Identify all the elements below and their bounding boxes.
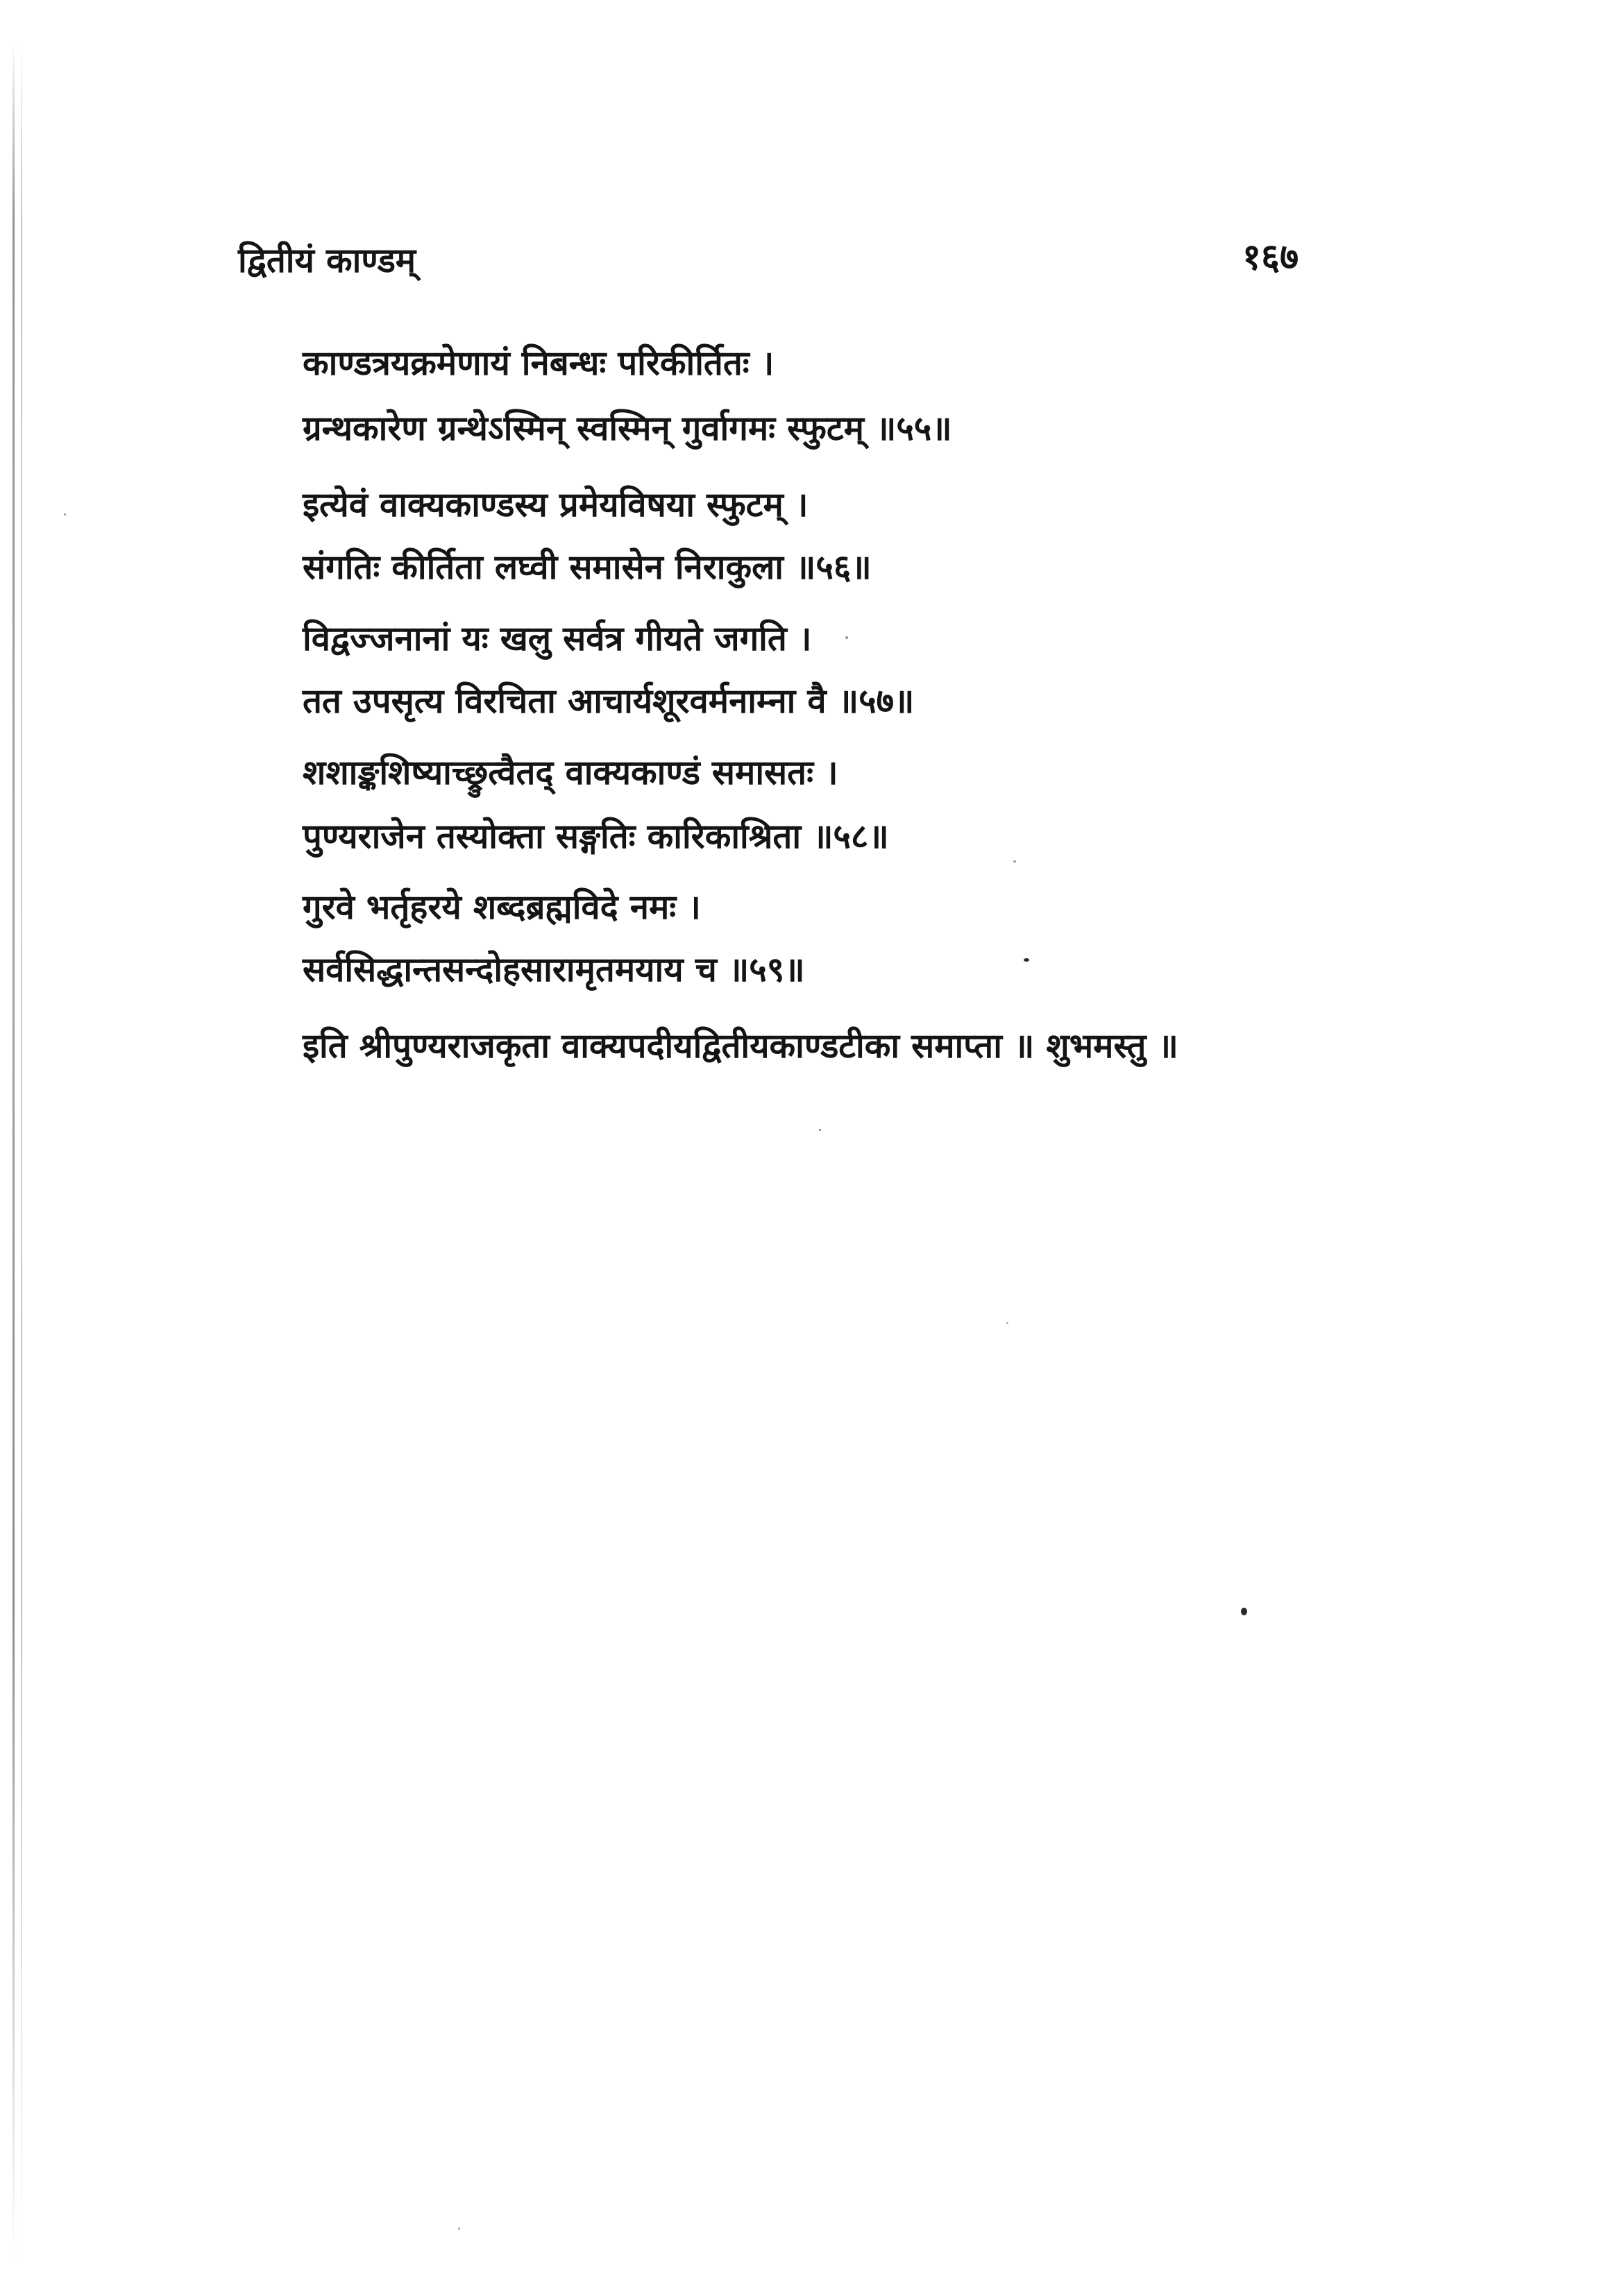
ink-speck [1241,1608,1247,1615]
ink-speck [819,1129,821,1131]
verse-line: संगतिः कीर्तिता लघ्वी समासेन निराकुला ॥५६॥ [303,547,872,587]
running-head: द्वितीयं काण्डम् [238,240,416,280]
verse-line: विद्वज्जनानां यः खलु सर्वत्र गीयते जगति । [303,618,812,658]
binding-edge-shadow [12,42,15,2262]
binding-edge-shadow [21,42,22,2262]
ink-speck [64,513,66,516]
verse-line: सर्वसिद्धान्तसन्दोहसारामृतमयाय च ॥५९॥ [303,949,805,989]
verse-line: पुण्यराजेन तस्योक्ता सङ्गतिः कारिकाश्रिता ॥५८॥ [303,816,889,856]
ink-speck [1013,860,1016,862]
verse-line: शशाङ्कशिष्याच्छ्रुत्वैतद् वाक्यकाण्डं समासतः । [303,752,838,792]
verse-line: गुरवे भर्तृहरये शब्दब्रह्मविदे नमः । [303,887,701,927]
ink-speck [1024,958,1029,962]
verse-line: ग्रन्थकारेण ग्रन्थेऽस्मिन् स्वस्मिन् गुर्वागमः स्फुटम् ॥५५॥ [303,408,952,448]
page-number: १६७ [1242,236,1299,278]
verse-line: इत्येवं वाक्यकाण्डस्य प्रमेयविषया स्फुटम् । [303,484,809,525]
verse-line: तत उपसृत्य विरचिता आचार्यशूरवर्मनाम्ना वै ॥५७॥ [303,681,915,721]
ink-speck [1006,1322,1008,1324]
ink-speck [458,2227,460,2230]
colophon: इति श्रीपुण्यराजकृता वाक्यपदीयद्वितीयकाण्डटीका समाप्ता ॥ शुभमस्तु ॥ [303,1026,1178,1066]
verse-line: काण्डत्रयक्रमेणायं निबन्धः परिकीर्तितः । [303,343,775,383]
ink-speck [845,636,848,639]
